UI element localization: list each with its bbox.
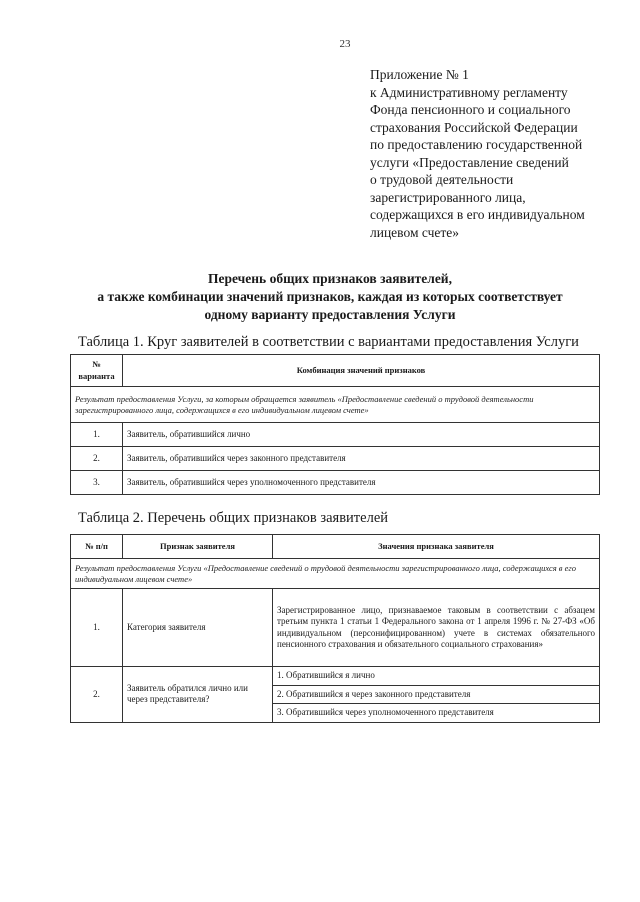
table2-row-value: Зарегистрированное лицо, признаваемое таковым в соответствии с абзацем третьим пункта 1 статьи 1 Федерального закона от 1 апреля 1996 г. № 27-ФЗ «Об индивидуальном (персонифицированном) учете в системах обязательного пенсионного страхования и обязательного социального страхования» (273, 589, 600, 667)
appendix-line: содержащихся в его индивидуальном (370, 207, 585, 222)
table2-caption: Таблица 2. Перечень общих признаков заявителей (78, 510, 389, 526)
page-number: 23 (339, 38, 351, 50)
table1-result-row: Результат предоставления Услуги, за которым обращается заявитель «Предоставление сведений о трудовой деятельности зарегистрированного лица, содержащихся в его индивидуальном лицевом счете» (71, 387, 600, 423)
title-line: Перечень общих признаков заявителей, (208, 271, 452, 286)
table1-row-text: Заявитель, обратившийся лично (123, 423, 600, 447)
appendix-line: Приложение № 1 (370, 67, 469, 82)
value-option: 1. Обратившийся я лично (273, 667, 599, 686)
table-row (71, 667, 600, 723)
table2-header-num: № п/п (71, 535, 123, 559)
title-line: а также комбинации значений признаков, каждая из которых соответствует (97, 289, 563, 304)
table1-row-text: Заявитель, обратившийся через законного представителя (123, 447, 600, 471)
table1-row-num: 3. (71, 471, 123, 495)
table2-row-feature: Категория заявителя (123, 589, 273, 667)
table2-header-feature: Признак заявителя (123, 535, 273, 559)
table1-row-num: 2. (71, 447, 123, 471)
value-option: 2. Обратившийся я через законного представителя (273, 686, 599, 705)
table2 (70, 534, 600, 723)
appendix-line: страхования Российской Федерации (370, 119, 578, 135)
table2-header-values: Значения признака заявителя (273, 535, 600, 559)
table1-header-combo: Комбинация значений признаков (123, 355, 600, 387)
table-row (71, 423, 600, 447)
appendix-line: по предоставлению государственной (370, 137, 583, 152)
appendix-line: лицевом счете» (370, 224, 460, 240)
appendix-line: Фонда пенсионного и социального (370, 102, 571, 117)
table1-caption: Таблица 1. Круг заявителей в соответствии с вариантами предоставления Услуги (78, 334, 579, 350)
table1-header-num: № варианта (71, 355, 123, 387)
table-row (71, 589, 600, 667)
document-title (40, 270, 620, 324)
appendix-line: услуги «Предоставление сведений (370, 154, 569, 170)
table2-row-num: 1. (71, 589, 123, 667)
value-option: 3. Обратившийся через уполномоченного представителя (277, 707, 494, 717)
table1 (70, 354, 600, 495)
appendix-line: к Административному регламенту (370, 84, 568, 100)
appendix-header (370, 66, 620, 241)
table-row (71, 471, 600, 495)
appendix-line: о трудовой деятельности (370, 172, 514, 187)
appendix-line: зарегистрированного лица, (370, 189, 526, 205)
table2-row-num: 2. (71, 667, 123, 723)
table1-row-text: Заявитель, обратившийся через уполномоченного представителя (123, 471, 600, 495)
table-row (71, 447, 600, 471)
title-line: одному варианту предоставления Услуги (204, 307, 456, 322)
table1-row-num: 1. (71, 423, 123, 447)
table2-row-feature: Заявитель обратился лично или через представителя? (123, 667, 273, 723)
table2-result-row: Результат предоставления Услуги «Предоставление сведений о трудовой деятельности зарегистрированного лица, содержащихся в его индивидуальном лицевом счете» (71, 559, 600, 589)
table2-row-values (273, 667, 600, 723)
